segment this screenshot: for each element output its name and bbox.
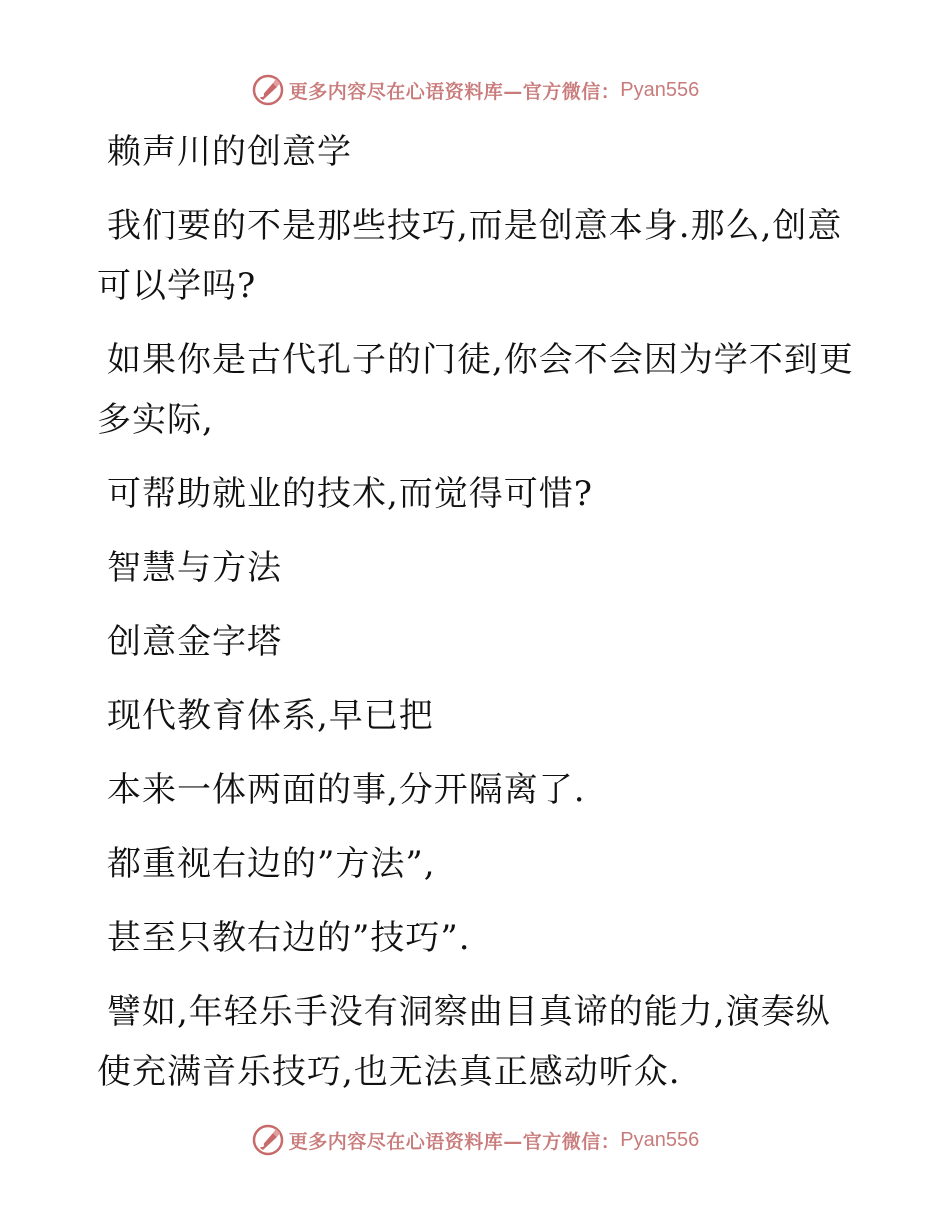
paragraph: 可帮助就业的技术,而觉得可惜? <box>107 474 594 514</box>
header-banner <box>0 70 950 110</box>
footer-banner <box>0 1120 950 1160</box>
paragraph: 现代教育体系,早已把 <box>107 696 434 736</box>
paragraph: 智慧与方法 <box>107 548 282 588</box>
header-banner-handle: Pyan556 <box>620 78 700 101</box>
pen-nib-logo-icon <box>251 1123 285 1157</box>
paragraph: 本来一体两面的事,分开隔离了. <box>107 770 586 810</box>
header-banner-text: 更多内容尽在心语资料库—官方微信： <box>288 80 621 103</box>
paragraph: 我们要的不是那些技巧,而是创意本身.那么,创意可以学吗? <box>97 206 843 306</box>
paragraph: 如果你是古代孔子的门徒,你会不会因为学不到更多实际, <box>97 340 854 440</box>
document-title: 赖声川的创意学 <box>107 132 352 172</box>
pen-nib-logo-icon <box>251 73 285 107</box>
document-body <box>97 122 857 1116</box>
paragraph: 甚至只教右边的”技巧”. <box>107 918 471 958</box>
footer-banner-handle: Pyan556 <box>620 1128 700 1151</box>
paragraph: 譬如,年轻乐手没有洞察曲目真谛的能力,演奏纵使充满音乐技巧,也无法真正感动听众. <box>97 992 831 1092</box>
footer-banner-text: 更多内容尽在心语资料库—官方微信： <box>288 1130 621 1153</box>
paragraph: 创意金字塔 <box>107 622 282 662</box>
paragraph: 都重视右边的”方法”, <box>107 844 436 884</box>
